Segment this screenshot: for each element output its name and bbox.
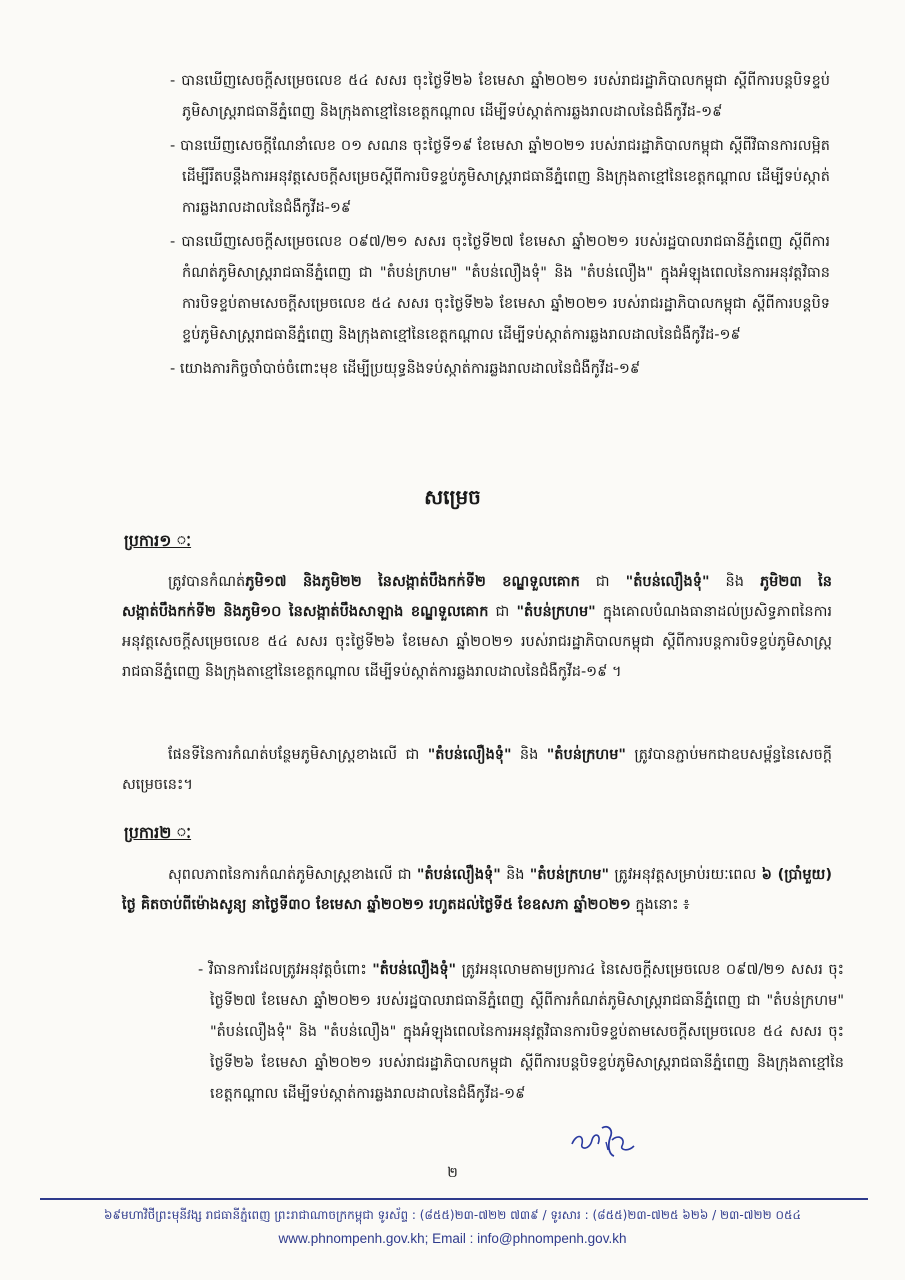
- text-run: ក្នុងគោលបំណងធានាដល់ប្រសិទ្ធភាពនៃការអនុវត្តសេចក្តីសម្រេចលេខ ៥៤ សសរ ចុះថ្ងៃទី២៦ ខែមេសា ឆ្នាំ២០២១ របស់រាជរដ្ឋាភិបាលកម្ពុជា ស្តីពីការបន្តការបិទខ្ទប់ភូមិសាស្ត្ររាជធានីភ្នំពេញ និងក្រុងតាខ្មៅនៃខេត្តកណ្តាល ដើម្បីទប់ស្កាត់ការឆ្លងរាលដាលនៃជំងឺកូវីដ-១៩ ។: [122, 604, 832, 680]
- text-run: ត្រូវបានកំណត់: [168, 574, 246, 590]
- article-1-title: ប្រការ១ ៈ: [124, 531, 192, 550]
- preamble-list: [170, 66, 830, 388]
- handwritten-initials: [568, 1120, 638, 1160]
- text-run: ក្នុងនោះ ៖: [630, 897, 690, 913]
- page-number: ២: [447, 1165, 458, 1181]
- footer-contact: www.phnompenh.gov.kh; Email : info@phnompenh.gov.kh: [278, 1231, 627, 1246]
- footer-address: ៦៩មហាវិថីព្រះមុនីវង្ស រាជធានីភ្នំពេញ ព្រះរាជាណាចក្រកម្ពុជា ទូរស័ព្ទ : (៨៥៥)២៣-៧២២ ៧៣៩ / ទូរសារ : (៨៥៥)២៣-៧២៥ ៦២៦ / ២៣-៧២២ ០៥៤: [104, 1208, 801, 1222]
- decision-heading: សម្រេច: [424, 485, 481, 509]
- text-run: ត្រូវបានភ្ជាប់មកជាឧបសម្ព័ន្ធនៃសេចក្តីសម្រេចនេះ។: [122, 747, 832, 793]
- preamble-item: - បានឃើញសេចក្តីសម្រេចលេខ ០៩៧/២១ សសរ ចុះថ្ងៃទី២៧ ខែមេសា ឆ្នាំ២០២១ របស់រដ្ឋបាលរាជធានីភ្នំពេញ ស្តីពីការកំណត់ភូមិសាស្ត្ររាជធានីភ្នំពេញ ជា "តំបន់ក្រហម" "តំបន់លឿងទុំ" និង "តំបន់លឿង" ក្នុងអំឡុងពេលនៃការអនុវត្តវិធានការបិទខ្ទប់តាមសេចក្តីសម្រេចលេខ ៥៤ សសរ ចុះថ្ងៃទី២៦ ខែមេសា ឆ្នាំ២០២១ របស់រាជរដ្ឋាភិបាលកម្ពុជា ស្តីពីការបន្តបិទខ្ទប់ភូមិសាស្ត្ររាជធានីភ្នំពេញ និងក្រុងតាខ្មៅនៃខេត្តកណ្តាល ដើម្បីទប់ស្កាត់ការឆ្លងរាលដាលនៃជំងឺកូវីដ-១៩: [170, 234, 830, 343]
- preamble-item: - យោងភារកិច្ចចាំបាច់ចំពោះមុខ ដើម្បីប្រយុទ្ធនិងទប់ស្កាត់ការឆ្លងរាលដាលនៃជំងឺកូវីដ-១៩: [170, 361, 641, 377]
- red-zone-label: "តំបន់ក្រហម": [529, 867, 610, 883]
- yellow-zone-label: "តំបន់លឿងទុំ": [372, 962, 457, 978]
- text-run: និង: [511, 747, 547, 763]
- red-zone-label: "តំបន់ក្រហម": [516, 604, 596, 620]
- text-run: - វិធានការដែលត្រូវអនុវត្តចំពោះ: [198, 962, 373, 978]
- footer-divider: [40, 1198, 868, 1200]
- article-2-paragraph-1: [122, 860, 832, 920]
- yellow-zone-label: "តំបន់លឿងទុំ": [625, 574, 710, 590]
- validity-period: ៦ (ប្រាំមួយ) ថ្ងៃ គិតចាប់ពីម៉ោងសូន្យ នាថ្ងៃទី៣០ ខែមេសា ឆ្នាំ២០២១ រហូតដល់ថ្ងៃទី៥ ខែឧសភា ឆ្នាំ២០២១: [122, 867, 832, 913]
- text-run: សុពលភាពនៃការកំណត់ភូមិសាស្ត្រខាងលើ ជា: [168, 867, 417, 883]
- text-run: ត្រូវអនុវត្តសម្រាប់រយៈពេល: [609, 867, 762, 883]
- preamble-item: - បានឃើញសេចក្តីណែនាំលេខ ០១ សណន ចុះថ្ងៃទី១៩ ខែមេសា ឆ្នាំ២០២១ របស់រាជរដ្ឋាភិបាលកម្ពុជា ស្តីពីវិធានការលម្អិតដើម្បីរឹតបន្តឹងការអនុវត្តសេចក្តីសម្រេចស្តីពីការបិទខ្ទប់ភូមិសាស្ត្ររាជធានីភ្នំពេញ និងក្រុងតាខ្មៅនៃខេត្តកណ្តាល ដើម្បីទប់ស្កាត់ការឆ្លងរាលដាលនៃជំងឺកូវីដ-១៩: [170, 138, 830, 216]
- text-run: ផែនទីនៃការកំណត់បន្ថែមភូមិសាស្ត្រខាងលើ ជា: [168, 747, 428, 763]
- text-run: និង: [500, 867, 530, 883]
- bold-run: ភូមិ១៧ និងភូមិ២២ នៃសង្កាត់បឹងកក់ទី២ ខណ្ឌទួលគោក: [245, 574, 580, 590]
- red-zone-label: "តំបន់ក្រហម": [546, 747, 626, 763]
- article-2-bullet: [198, 955, 844, 1110]
- text-run: ជា: [488, 604, 517, 620]
- bold-run: ភូមិ២៣ នៃសង្កាត់បឹងកក់ទី២ និងភូមិ១០ នៃសង្កាត់បឹងសាឡាង ខណ្ឌទួលគោក: [122, 574, 832, 620]
- preamble-item: - បានឃើញសេចក្តីសម្រេចលេខ ៥៤ សសរ ចុះថ្ងៃទី២៦ ខែមេសា ឆ្នាំ២០២១ របស់រាជរដ្ឋាភិបាលកម្ពុជា ស្តីពីការបន្តបិទខ្ទប់ភូមិសាស្ត្ររាជធានីភ្នំពេញ និងក្រុងតាខ្មៅនៃខេត្តកណ្តាល ដើម្បីទប់ស្កាត់ការឆ្លងរាលដាលនៃជំងឺកូវីដ-១៩: [170, 73, 830, 120]
- text-run: ត្រូវអនុលោមតាមប្រការ៤ នៃសេចក្តីសម្រេចលេខ ០៩៧/២១ សសរ ចុះថ្ងៃទី២៧ ខែមេសា ឆ្នាំ២០២១ របស់រដ្ឋបាលរាជធានីភ្នំពេញ ស្តីពីការកំណត់ភូមិសាស្ត្ររាជធានីភ្នំពេញ ជា "តំបន់ក្រហម" "តំបន់លឿងទុំ" និង "តំបន់លឿង" ក្នុងអំឡុងពេលនៃការអនុវត្តវិធានការបិទខ្ទប់តាមសេចក្តីសម្រេចលេខ ៥៤ សសរ ចុះថ្ងៃទី២៦ ខែមេសា ឆ្នាំ២០២១ របស់រាជរដ្ឋាភិបាលកម្ពុជា ស្តីពីការបន្តបិទខ្ទប់ភូមិសាស្ត្ររាជធានីភ្នំពេញ និងក្រុងតាខ្មៅនៃខេត្តកណ្តាល ដើម្បីទប់ស្កាត់ការឆ្លងរាលដាលនៃជំងឺកូវីដ-១៩: [210, 962, 844, 1102]
- article-2-title: ប្រការ២ ៈ: [124, 823, 192, 842]
- yellow-zone-label: "តំបន់លឿងទុំ": [416, 867, 501, 883]
- text-run: និង: [709, 574, 760, 590]
- article-1-paragraph-1: [122, 567, 832, 687]
- text-run: ជា: [579, 574, 626, 590]
- article-1-paragraph-2: [122, 740, 832, 800]
- yellow-zone-label: "តំបន់លឿងទុំ": [427, 747, 512, 763]
